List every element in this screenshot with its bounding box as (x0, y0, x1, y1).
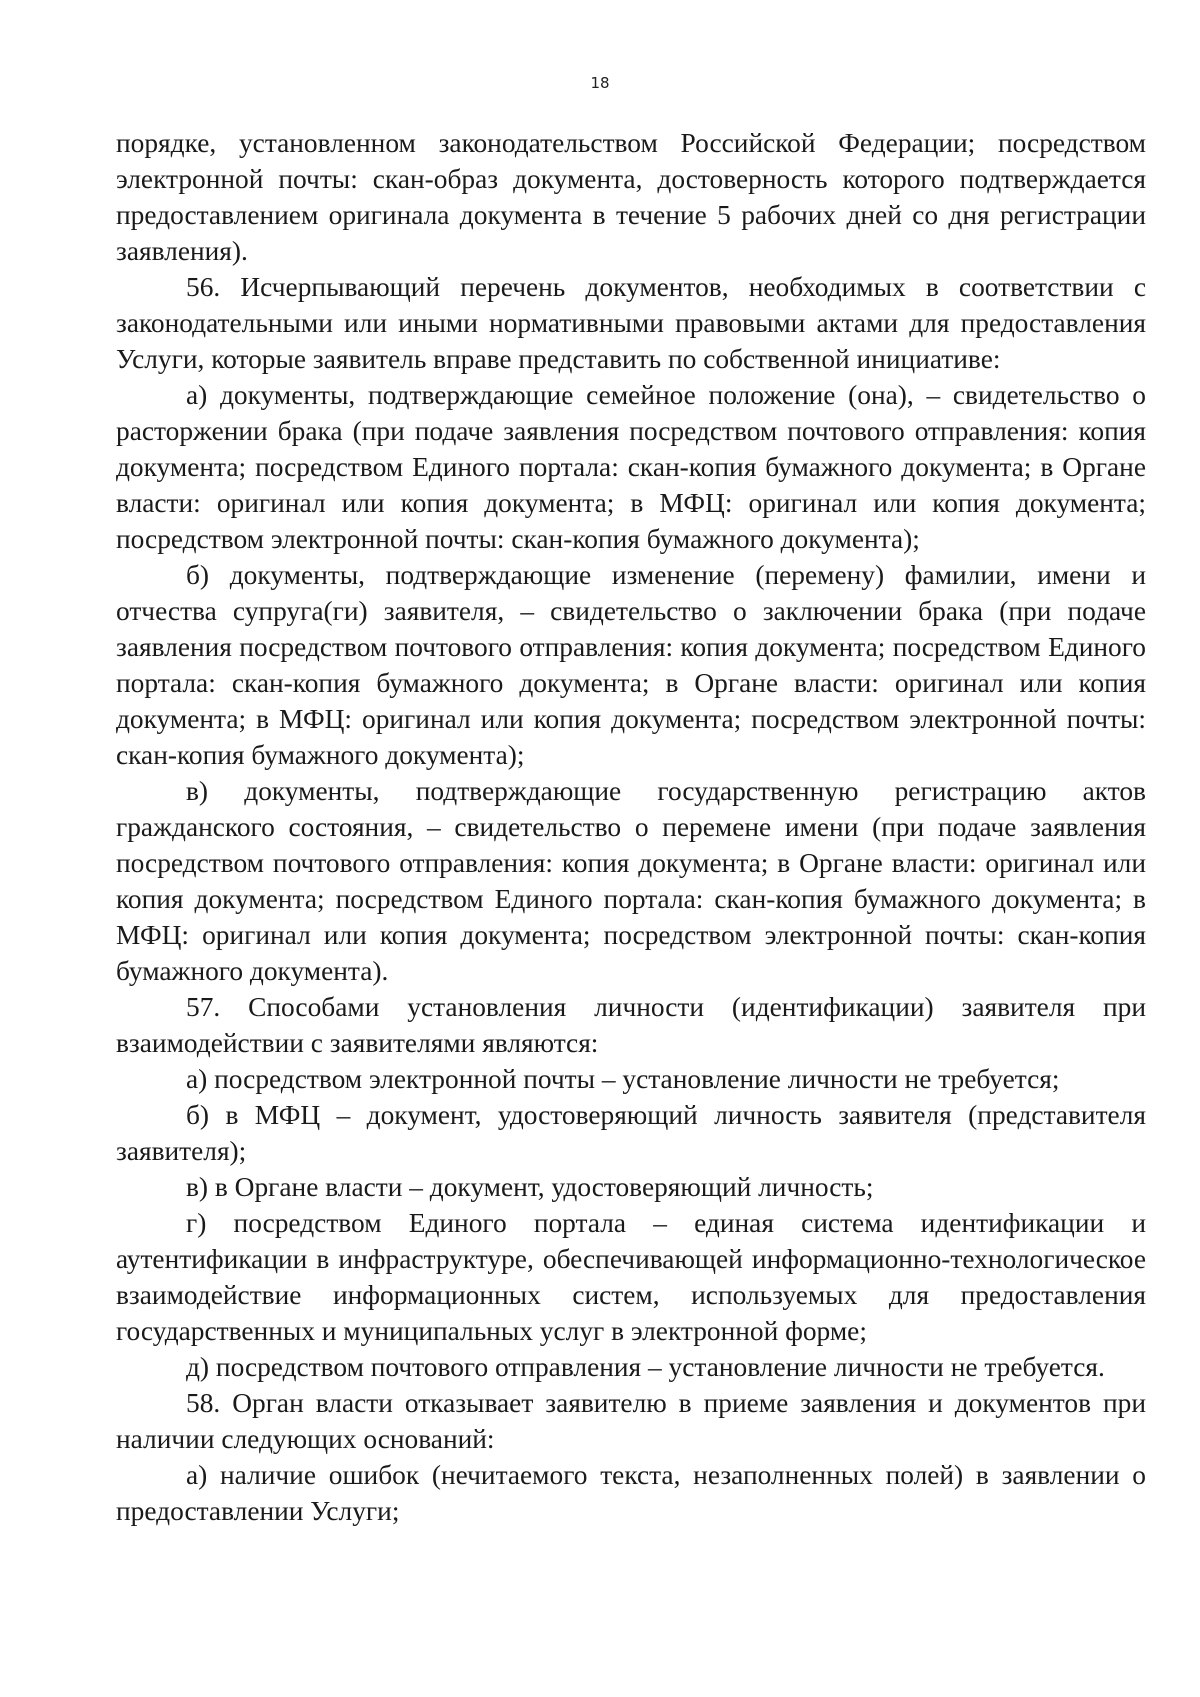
paragraph-item-57: 57. Способами установления личности (идентификации) заявителя при взаимодействии с заявителями являются: (116, 992, 1146, 1058)
paragraph-item-56: 56. Исчерпывающий перечень документов, необходимых в соответствии с законодательными или иными нормативными правовыми актами для предоставления Услуги, которые заявитель вправе представить по собственной инициативе: (116, 272, 1146, 374)
paragraph-continuation: порядке, установленном законодательством Российской Федерации; посредством электронной почты: скан-образ документа, достоверность которого подтверждается предоставлением оригинала документа в течение 5 рабочих дней со дня регистрации заявления). (116, 128, 1146, 266)
paragraph-item-58a: а) наличие ошибок (нечитаемого текста, незаполненных полей) в заявлении о предоставлении Услуги; (116, 1460, 1146, 1526)
page-number: 18 (590, 74, 610, 92)
paragraph-item-57d: д) посредством почтового отправления – установление личности не требуется. (186, 1352, 1105, 1382)
document-body (116, 125, 1146, 1529)
paragraph-item-58: 58. Орган власти отказывает заявителю в приеме заявления и документов при наличии следующих оснований: (116, 1388, 1146, 1454)
paragraph-item-56b: б) документы, подтверждающие изменение (перемену) фамилии, имени и отчества супруга(ги) заявителя, – свидетельство о заключении брака (при подаче заявления посредством почтового отправления: копия документа; посредством Единого портала: скан-копия бумажного документа; в Органе власти: оригинал или копия документа; в МФЦ: оригинал или копия документа; посредством электронной почты: скан-копия бумажного документа); (116, 560, 1146, 770)
paragraph-item-57a: а) посредством электронной почты – установление личности не требуется; (186, 1064, 1060, 1094)
paragraph-item-57g: г) посредством Единого портала – единая система идентификации и аутентификации в инфраструктуре, обеспечивающей информационно-технологическое взаимодействие информационных систем, используемых для предоставления государственных и муниципальных услуг в электронной форме; (116, 1208, 1146, 1346)
paragraph-item-56a: а) документы, подтверждающие семейное положение (она), – свидетельство о расторжении брака (при подаче заявления посредством почтового отправления: копия документа; посредством Единого портала: скан-копия бумажного документа; в Органе власти: оригинал или копия документа; в МФЦ: оригинал или копия документа; посредством электронной почты: скан-копия бумажного документа); (116, 380, 1146, 554)
paragraph-item-56v: в) документы, подтверждающие государственную регистрацию актов гражданского состояния, – свидетельство о перемене имени (при подаче заявления посредством почтового отправления: копия документа; в Органе власти: оригинал или копия документа; посредством Единого портала: скан-копия бумажного документа; в МФЦ: оригинал или копия документа; посредством электронной почты: скан-копия бумажного документа). (116, 776, 1146, 986)
paragraph-item-57v: в) в Органе власти – документ, удостоверяющий личность; (186, 1172, 874, 1202)
paragraph-item-57b: б) в МФЦ – документ, удостоверяющий личность заявителя (представителя заявителя); (116, 1100, 1146, 1166)
